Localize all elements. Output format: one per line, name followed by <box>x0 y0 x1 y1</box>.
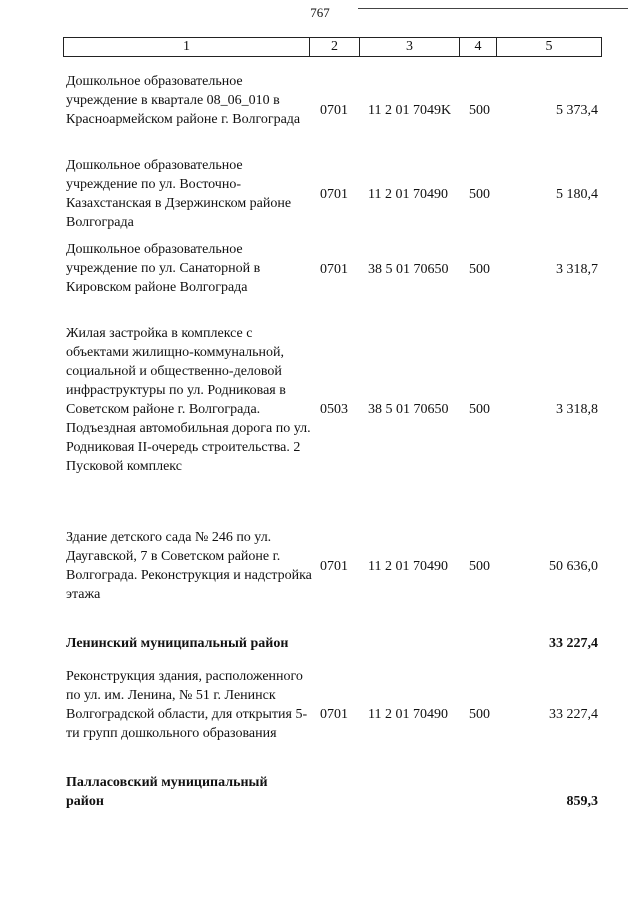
column-header-table <box>63 37 602 57</box>
column-header-5: 5 <box>497 38 602 57</box>
row-expense-type: 500 <box>469 707 490 722</box>
page-number: 767 <box>310 5 330 20</box>
column-header-1: 1 <box>64 38 310 57</box>
row-amount: 5 180,4 <box>556 187 598 202</box>
top-rule <box>358 8 628 9</box>
row-section-code: 0701 <box>320 559 348 574</box>
row-target-code: 11 2 01 7049K <box>368 103 452 118</box>
row-name: Дошкольное образовательное учреждение по ул. Восточно-Казахстанская в Дзержинском районе Волгограда <box>66 158 292 230</box>
row-target-code: 38 5 01 70650 <box>368 402 449 417</box>
row-amount: 3 318,7 <box>556 262 598 277</box>
row-amount: 3 318,8 <box>556 402 598 417</box>
row-target-code: 11 2 01 70490 <box>368 559 448 574</box>
row-expense-type: 500 <box>469 402 490 417</box>
row-target-code: 38 5 01 70650 <box>368 262 449 277</box>
row-target-code: 11 2 01 70490 <box>368 707 448 722</box>
row-name: Жилая застройка в комплексе с объектами жилищно-коммунальной, социальной и общественно-деловой инфраструктуры по ул. Родниковая в Советском районе г. Волгограда. Подъездная автомобильная дорога по ул. Родниковая II-очередь строительства. 2 Пусковой комплекс <box>66 326 311 474</box>
column-header-2: 2 <box>310 38 360 57</box>
row-expense-type: 500 <box>469 262 490 277</box>
district-total: 859,3 <box>566 794 598 809</box>
row-expense-type: 500 <box>469 187 490 202</box>
row-expense-type: 500 <box>469 103 490 118</box>
row-section-code: 0701 <box>320 707 348 722</box>
row-amount: 50 636,0 <box>549 559 598 574</box>
row-name: Реконструкция здания, расположенного по ул. им. Ленина, № 51 г. Ленинск Волгоградской области, для открытия 5-ти групп дошкольного образования <box>66 669 308 741</box>
row-expense-type: 500 <box>469 559 490 574</box>
row-amount: 5 373,4 <box>556 103 598 118</box>
row-amount: 33 227,4 <box>549 707 598 722</box>
row-section-code: 0701 <box>320 262 348 277</box>
row-section-code: 0701 <box>320 103 348 118</box>
row-target-code: 11 2 01 70490 <box>368 187 448 202</box>
district-total: 33 227,4 <box>549 636 598 651</box>
row-name: Дошкольное образовательное учреждение по ул. Санаторной в Кировском районе Волгограда <box>66 242 261 295</box>
district-name: Ленинский муниципальный район <box>66 636 289 651</box>
row-name: Дошкольное образовательное учреждение в квартале 08_06_010 в Красноармейском районе г. Волгограда <box>66 74 301 127</box>
row-name: Здание детского сада № 246 по ул. Даугавской, 7 в Советском районе г. Волгограда. Реконструкция и надстройка этажа <box>66 530 312 602</box>
row-section-code: 0503 <box>320 402 348 417</box>
row-section-code: 0701 <box>320 187 348 202</box>
district-name: Палласовский муниципальный район <box>66 775 268 809</box>
column-header-3: 3 <box>360 38 460 57</box>
column-header-4: 4 <box>460 38 497 57</box>
